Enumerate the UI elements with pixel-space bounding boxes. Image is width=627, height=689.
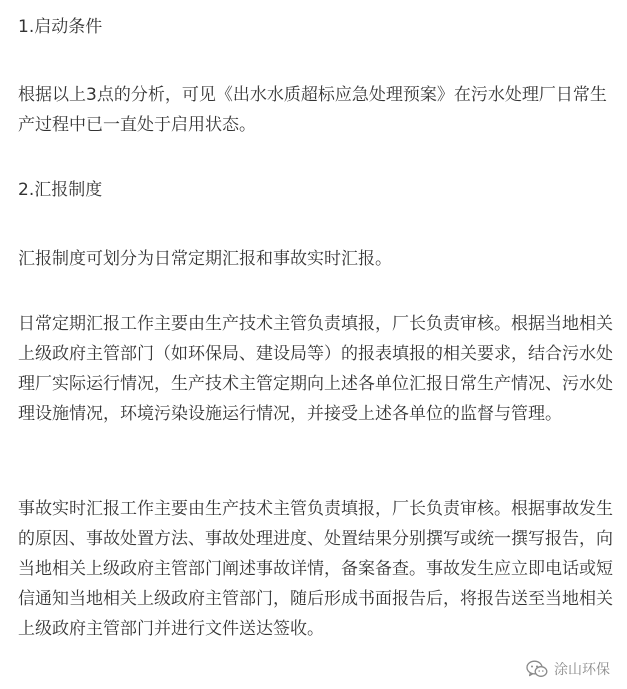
wechat-icon	[526, 660, 548, 678]
section-heading-reporting-system: 2.汇报制度	[18, 180, 103, 200]
section-heading-startup-conditions: 1.启动条件	[18, 17, 103, 37]
watermark-label: 涂山环保	[554, 662, 610, 678]
watermark	[526, 659, 610, 679]
paragraph-incident-reporting: 事故实时汇报工作主要由生产技术主管负责填报，厂长负责审核。根据事故发生的原因、事故处置方法、事故处理进度、处置结果分别撰写或统一撰写报告，向当地相关上级政府主管部门阐述事故详情，备案备查。事故发生应立即电话或短信通知当地相关上级政府主管部门，随后形成书面报告后，将报告送至当地相关上级政府主管部门并进行文件送达签收。	[18, 499, 613, 639]
paragraph-startup-conditions: 根据以上3点的分析，可见《出水水质超标应急处理预案》在污水处理厂日常生产过程中已一直处于启用状态。	[18, 85, 607, 135]
paragraph-routine-reporting: 日常定期汇报工作主要由生产技术主管负责填报，厂长负责审核。根据当地相关上级政府主管部门（如环保局、建设局等）的报表填报的相关要求，结合污水处理厂实际运行情况，生产技术主管定期向上述各单位汇报日常生产情况、污水处理设施情况，环境污染设施运行情况，并接受上述各单位的监督与管理。	[18, 314, 613, 424]
paragraph-reporting-overview: 汇报制度可划分为日常定期汇报和事故实时汇报。	[18, 249, 392, 269]
